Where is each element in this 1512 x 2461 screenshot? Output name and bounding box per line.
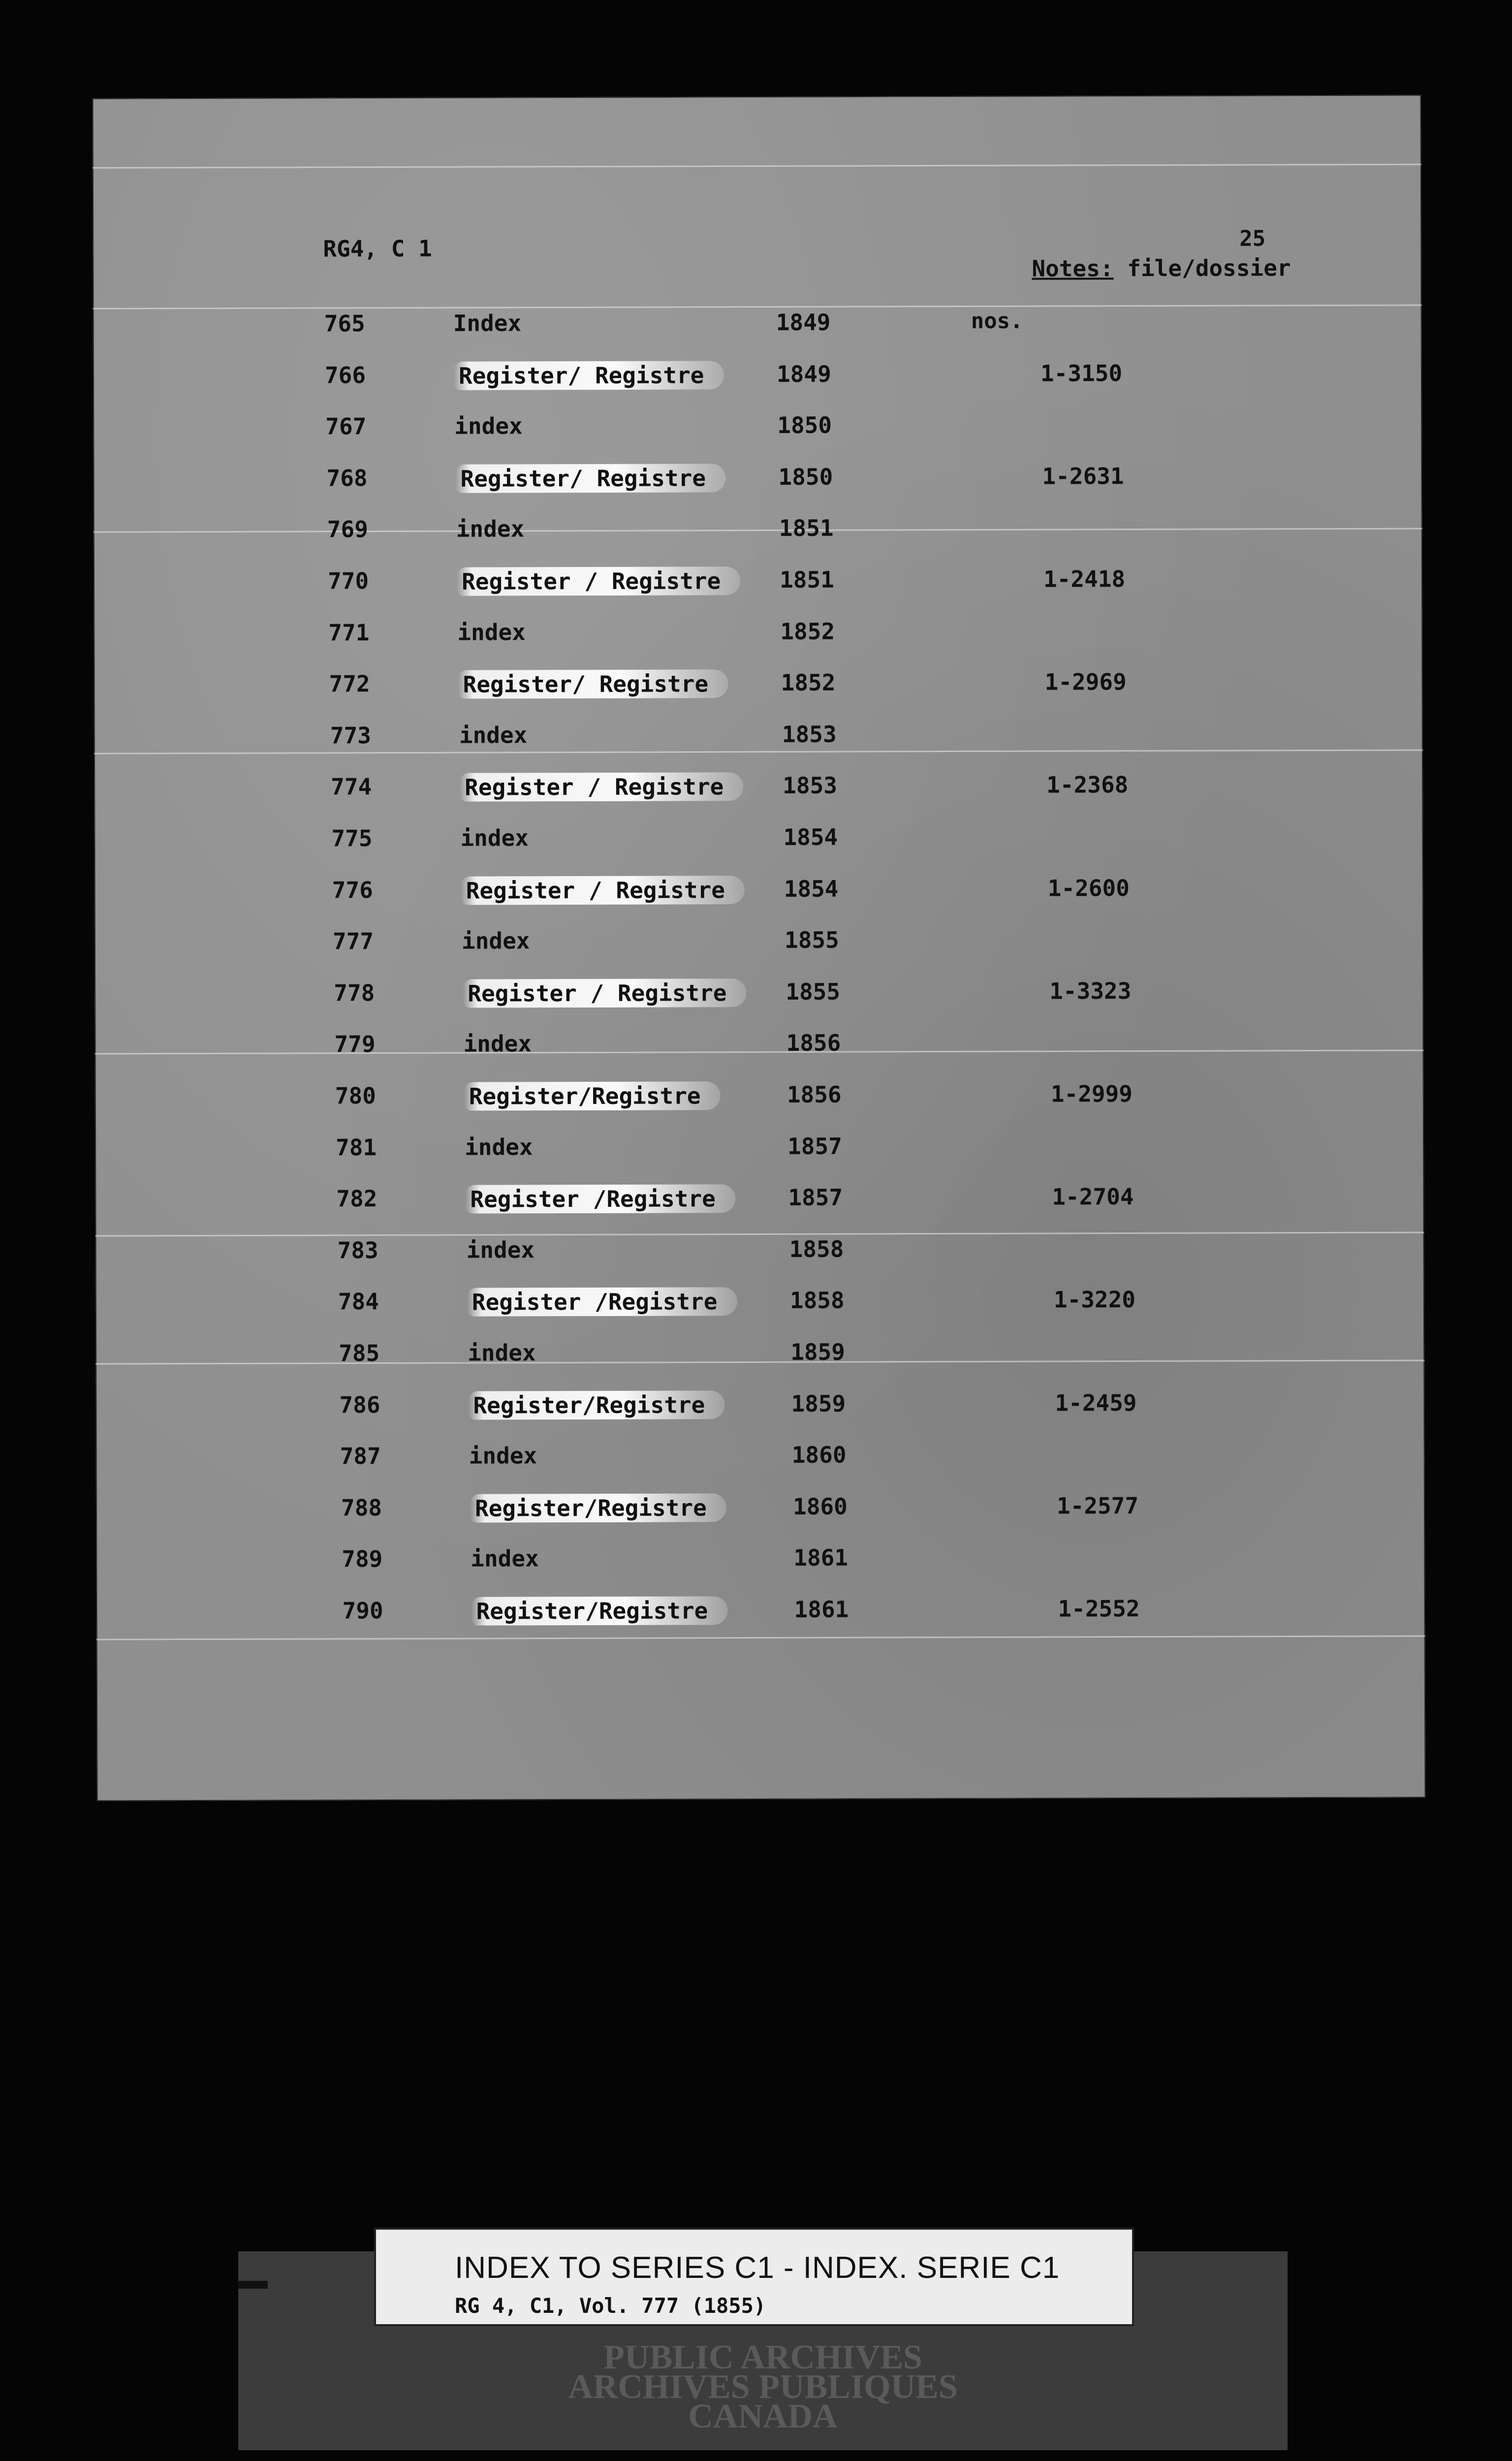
ruled-line — [93, 163, 1421, 168]
volume-year: 1859 — [790, 1338, 846, 1365]
column-note: nos. — [971, 308, 1023, 334]
document-page — [92, 95, 1425, 1801]
volume-number: 770 — [327, 568, 369, 595]
volume-number: 768 — [326, 465, 368, 492]
volume-number: 772 — [329, 670, 370, 697]
volume-number: 767 — [325, 413, 367, 440]
table-row — [94, 616, 1422, 659]
label-subtitle: RG 4, C1, Vol. 777 (1855) — [455, 2294, 766, 2318]
volume-number: 765 — [324, 310, 365, 337]
volume-year: 1855 — [786, 978, 841, 1005]
table-row — [96, 1491, 1425, 1534]
table-row — [94, 977, 1423, 1019]
volume-number: 785 — [339, 1340, 380, 1367]
table-row — [95, 1337, 1424, 1380]
volume-number: 786 — [339, 1391, 380, 1419]
volume-description: Register/ Registre — [454, 361, 724, 390]
table-row — [93, 307, 1422, 350]
volume-number: 773 — [330, 722, 372, 749]
volume-description: index — [460, 824, 529, 852]
file-range: 1-3220 — [1053, 1286, 1136, 1313]
table-row — [93, 359, 1422, 402]
volume-year: 1851 — [779, 514, 834, 541]
volume-number: 783 — [337, 1237, 378, 1264]
volume-number: 780 — [335, 1082, 376, 1109]
volume-description: Register/Registre — [470, 1493, 726, 1522]
file-range: 1-2418 — [1043, 566, 1126, 593]
stamp-line: CANADA — [688, 2398, 838, 2435]
volume-year: 1858 — [789, 1235, 844, 1262]
volume-year: 1857 — [788, 1184, 843, 1211]
volume-number: 779 — [334, 1031, 376, 1058]
reference-code: RG4, C 1 — [323, 235, 432, 262]
volume-number: 776 — [332, 877, 373, 904]
file-range: 1-2459 — [1055, 1389, 1137, 1417]
file-range: 1-2999 — [1050, 1080, 1133, 1107]
volume-number: 778 — [334, 979, 375, 1007]
volume-year: 1857 — [787, 1133, 842, 1160]
volume-number: 777 — [332, 928, 374, 955]
volume-year: 1860 — [791, 1441, 847, 1468]
volume-description: Register/Registre — [464, 1081, 721, 1110]
volume-number: 790 — [342, 1597, 383, 1624]
volume-number: 788 — [341, 1494, 382, 1521]
volume-number: 775 — [331, 825, 373, 852]
table-row — [94, 1028, 1423, 1071]
file-range: 1-2577 — [1056, 1492, 1139, 1519]
file-range: 1-3150 — [1040, 360, 1123, 387]
volume-year: 1856 — [786, 1029, 841, 1056]
volume-description: index — [466, 1236, 535, 1263]
volume-description: Register / Registre — [463, 978, 746, 1008]
volume-number: 769 — [327, 516, 368, 543]
table-row — [94, 513, 1422, 556]
volume-year: 1853 — [782, 721, 837, 748]
volume-description: Register/ Registre — [455, 464, 725, 493]
volume-description: index — [454, 412, 523, 440]
volume-description: index — [456, 515, 525, 542]
volume-description: Register /Registre — [467, 1287, 737, 1316]
table-row — [94, 874, 1423, 916]
archives-stamp — [566, 2338, 960, 2435]
volume-number: 766 — [324, 362, 366, 389]
table-row — [94, 719, 1423, 762]
volume-year: 1856 — [787, 1081, 842, 1108]
volume-year: 1852 — [781, 669, 836, 696]
file-range: 1-2969 — [1044, 668, 1127, 695]
volume-year: 1849 — [776, 360, 831, 387]
notes-rest: file/dossier — [1113, 254, 1291, 282]
volume-description: index — [463, 1030, 532, 1057]
volume-number: 782 — [336, 1185, 378, 1212]
table-row — [94, 667, 1423, 710]
table-row — [93, 410, 1422, 453]
volume-year: 1852 — [780, 618, 835, 645]
volume-number: 787 — [340, 1443, 381, 1470]
table-row — [95, 1182, 1424, 1225]
volume-description: Index — [453, 310, 522, 337]
table-row — [96, 1594, 1425, 1637]
table-row — [95, 1234, 1424, 1277]
volume-year: 1851 — [779, 566, 834, 593]
table-row — [94, 770, 1423, 813]
file-range: 1-2704 — [1052, 1183, 1134, 1210]
file-range: 1-2631 — [1042, 463, 1124, 490]
table-row — [96, 1440, 1425, 1483]
volume-year: 1854 — [783, 823, 838, 851]
volume-description: index — [459, 722, 528, 749]
stamp-line: PUBLIC ARCHIVES — [603, 2338, 922, 2376]
table-row — [94, 822, 1423, 865]
table-row — [93, 462, 1422, 505]
volume-description: Register / Registre — [457, 567, 740, 596]
table-row — [95, 1285, 1424, 1328]
volume-description: Register / Registre — [461, 876, 745, 905]
film-mark — [238, 2281, 268, 2289]
volume-description: index — [457, 619, 526, 646]
table-row — [94, 925, 1423, 968]
volume-description: Register/ Registre — [458, 669, 728, 698]
volume-number: 789 — [342, 1546, 383, 1573]
volume-number: 774 — [331, 773, 372, 800]
file-range: 1-2552 — [1058, 1595, 1140, 1622]
volume-year: 1861 — [793, 1544, 849, 1571]
file-range: 1-2600 — [1047, 875, 1130, 902]
table-row — [94, 565, 1422, 607]
volume-description: Register /Registre — [465, 1184, 735, 1213]
volume-year: 1850 — [778, 463, 833, 490]
volume-description: index — [461, 927, 530, 954]
volume-number: 781 — [335, 1134, 377, 1161]
table-row — [96, 1543, 1425, 1585]
volume-number: 771 — [328, 619, 370, 646]
notes-header — [1032, 254, 1291, 282]
volume-description: Register / Registre — [460, 772, 743, 802]
page-number: 25 — [1239, 226, 1266, 252]
notes-label: Notes: — [1032, 255, 1114, 282]
volume-description: Register/Registre — [468, 1390, 724, 1420]
table-row — [95, 1131, 1424, 1174]
volume-year: 1853 — [783, 772, 837, 799]
table-row — [95, 1079, 1424, 1122]
volume-year: 1849 — [776, 309, 831, 336]
stamp-line: ARCHIVES PUBLIQUES — [568, 2368, 958, 2406]
volume-year: 1860 — [792, 1493, 848, 1520]
microfilm-label — [374, 2228, 1134, 2326]
volume-description: index — [464, 1134, 533, 1161]
volume-number: 784 — [338, 1288, 379, 1315]
volume-description: index — [469, 1442, 537, 1469]
table-row — [95, 1388, 1424, 1431]
volume-description: index — [468, 1339, 536, 1366]
volume-year: 1858 — [789, 1287, 845, 1314]
file-range: 1-2368 — [1046, 771, 1129, 798]
volume-year: 1850 — [777, 411, 832, 439]
volume-year: 1855 — [784, 926, 839, 953]
file-range: 1-3323 — [1049, 978, 1132, 1005]
volume-year: 1854 — [784, 875, 839, 902]
volume-year: 1861 — [794, 1596, 849, 1623]
label-title: INDEX TO SERIES C1 - INDEX. SERIE C1 — [455, 2251, 1060, 2285]
volume-year: 1859 — [791, 1390, 846, 1417]
volume-description: index — [471, 1545, 539, 1572]
volume-description: Register/Registre — [471, 1596, 727, 1625]
